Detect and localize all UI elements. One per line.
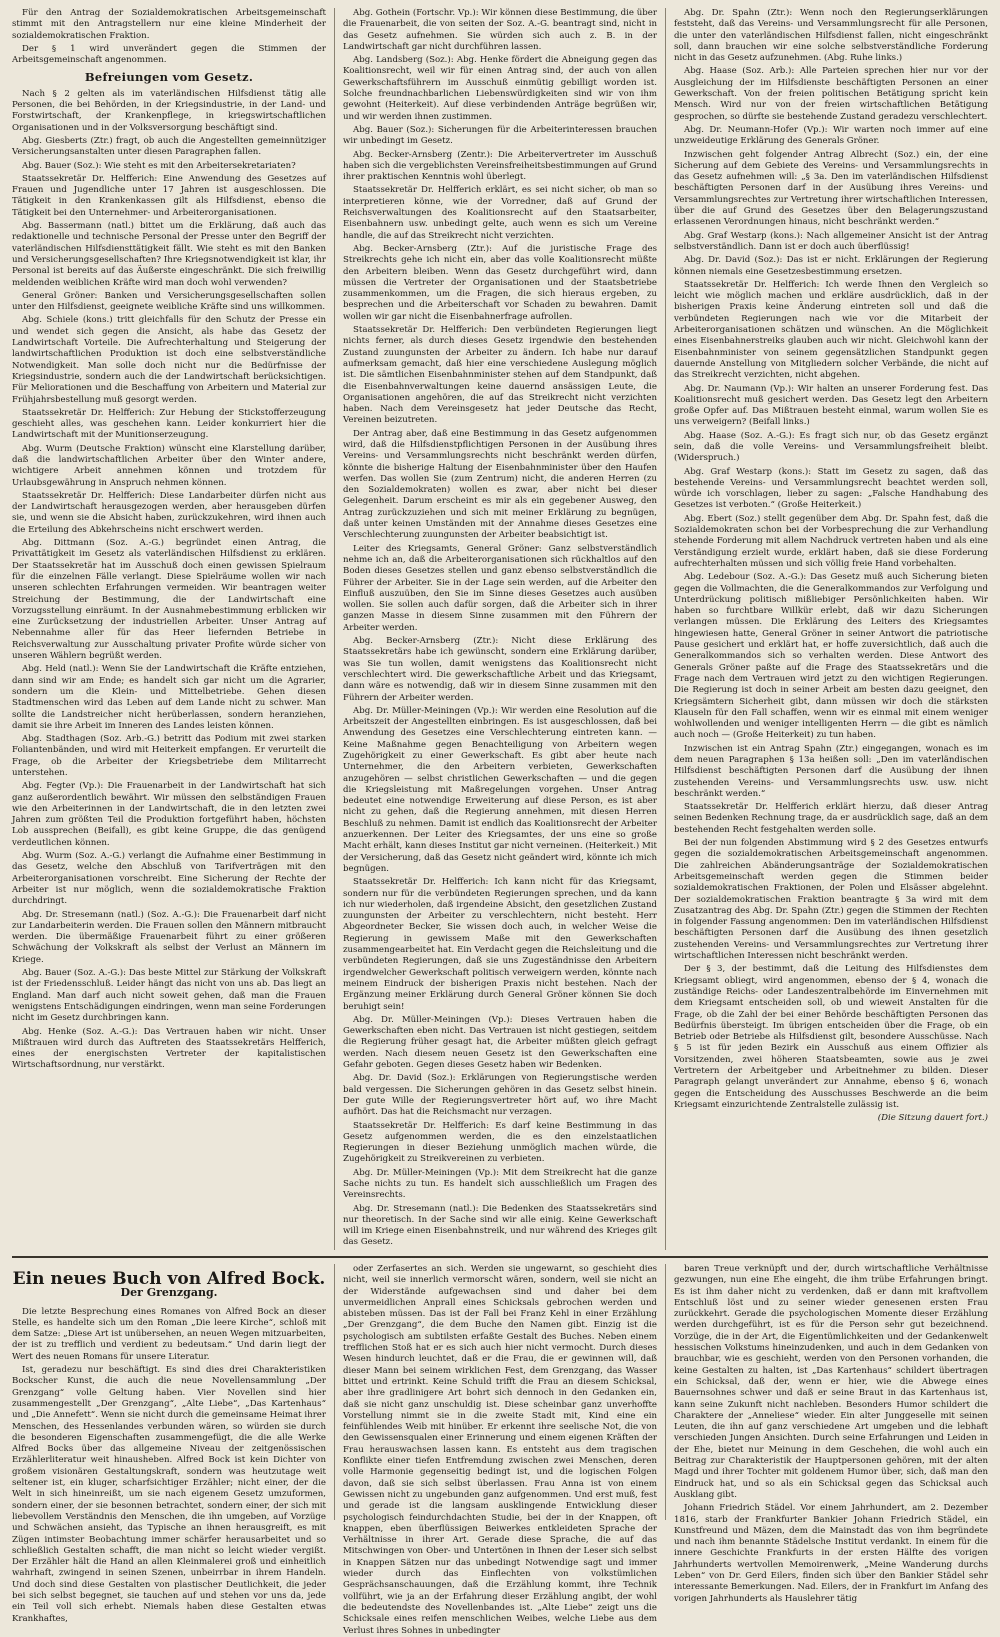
paragraph: Abg. Bassermann (natl.) bittet um die Erklärung, daß auch das redaktionelle und technische Personal der Presse unter den Begriff der vaterländischen Hilfsdiensttätigkeit fällt. Wie steht es mit den Banken und Versicherungsgesellschaften? Ihre Kriegsnotwendigkeit ist klar, ihr Personal ist bereits auf das Äußerste eingeschränkt. Die sich freiwillig meldenden weiblichen Kräfte wird man doch wohl verwenden? [12,221,326,288]
paragraph: Johann Friedrich Städel. Vor einem Jahrhundert, am 2. Dezember 1816, starb der Frankfurter Bankier Johann Friedrich Städel, ein Kunstfreund und Mäzen, dem die Mainstadt das von ihm begründete und nach ihm benannte Städelsche Institut verdankt. In einem für die innere Geschichte Frankfurts in der ersten Hälfte des vorigen Jahrhunderts wertvollen Memoirenwerk, „Meine Wanderung durchs Leben“ von Dr. Gerd Eilers, finden sich über den Bankier Städel sehr interessante Bemerkungen. Nad. Eilers, der in Frankfurt im Anfang des vorigen Jahrhunderts als Hauslehrer tätig [674,1503,988,1604]
paragraph: Abg. Landsberg (Soz.): Abg. Henke fördert die Abneigung gegen das Koalitionsrecht, weil wir für einen Antrag sind, der auch von allen Gewerkschaftsführern im Ausschuß einmütig gebilligt worden ist. Solche freundnachbarlichen Liebenswürdigkeiten sind wir von ihm gewohnt (Heiterkeit). Auf diese verbindenden Anträge begrüßen wir, und wir werden ihnen zustimmen. [343,55,657,122]
paragraph: Die letzte Besprechung eines Romanes von Alfred Bock an dieser Stelle, es handelte sich um den Roman „Die leere Kirche“, schloß mit dem Satze: „Diese Art ist unübersehen, an neuen Wegen mitzuarbeiten, der ist zu trefflich und verdient zu bedeutsam.“ Und darin liegt der Wert des neuen Romans für unsere Literatur. [12,1306,326,1362]
paragraph: Abg. Dr. David (Soz.): Das ist er nicht. Erklärungen der Regierung können niemals eine Gesetzesbestimmung ersetzen. [674,255,988,277]
paragraph: Abg. Dr. Müller-Meiningen (Vp.): Dieses Vertrauen haben die Gewerkschaften eben nicht. Das Vertrauen ist nicht gestiegen, seitdem die Regierung früher gesagt hat, die Arbeiter müßten gleich gefragt werden. Nach diesem neuen Gesetz ist den Gewerkschaften eine Gefahr geboten. Gegen dieses Gesetz haben wir Bedenken. [343,1014,657,1071]
paragraph: Abg. Becker-Arnsberg (Ztr.): Nicht diese Erklärung des Staatssekretärs habe ich gewünscht, sondern eine Erklärung darüber, was Sie tun wollen, damit wenigstens das Koalitionsrecht nicht verschlechtert wird. Die gewerkschaftliche Arbeit und das Kriegsamt, dann wäre es notwendig, daß wir in diesem Sinne zusammen mit den Führern der Arbeiter werden. [343,636,657,703]
session-continues-note: (Die Sitzung dauert fort.) [877,1113,988,1124]
paragraph: Staatssekretär Dr. Helfferich: Es darf keine Bestimmung in das Gesetz aufgenommen werden, die es den einzelstaatlichen Regierungen in dieser Beziehung unmöglich machen würde, die Zugehörigkeit zu Streikvereinen zu verbieten. [343,1120,657,1165]
paragraph: baren Treue verknüpft und der, durch wirtschaftliche Verhältnisse gezwungen, nun eine Ehe eingeht, die ihm trübe Erfahrungen bringt. Es ist ihm daher nicht zu verdenken, daß er dann mit kraftvollem Entschluß löst und zu seiner wieder genesenen ersten Frau zurückkehrt. Gerade die psychologischen Momente dieser Erzählung werden durchgeführt, ist es für die Person sehr gut bezeichnend. Vorzüge, die in der Art, die Eigentümlichkeiten und der Gedankenwelt hessischen Volkstums hineinzudenken, und auch in dem Gedanken von brauchbar, wie es geschieht, werden von den Personen vorhanden, die keine Gestalten zu halten, ist „Das Kartenhaus“ schildert übertragen ein Schicksal, daß der, wenn er hier, wie die Abwege eines Bauernsohnes schwer und daß er seine Braut in das Kartenhaus ist, kann seine Zukunft nicht nachleben. Besonders Humor schildert die Charaktere der „Anneliese“ wieder. Ein alter Junggeselle mit seinen Leuten, die ihn auf ganz verschiedene Art umgeben und die lebhaft verschieden Jungen Ansichten. Durch seine Erfahrungen und Leiden in der Ehe, bietet nur Meinung in dem Geschehen, die wohl auch ein Beitrag zur Charakteristik der Hauptpersonen gehören, mit der alten Magd und ihrer Tochter mit goldenem Humor über, sich, daß man den Eindruck hat, und so als ein Schicksal gegen das Schicksal auch Ausklang gibt. [674,1264,988,1500]
parliament-report [12,8,988,1250]
paragraph: Abg. Haase (Soz. Arb.): Alle Parteien sprechen hier nur vor der Ausgleichung der im Hilfsdienste beschäftigten Personen an einer Gewerkschaft. Von der freien politischen Betätigung spricht kein Mensch. Wird nur von der freien wirtschaftlichen Betätigung gesprochen, so dürfte sie bestehende Zustand geradezu verschlechtert. [674,66,988,122]
paragraph: Abg. Gothein (Fortschr. Vp.): Wir können diese Bestimmung, die über die Frauenarbeit, die von seiten der Soz. A.-G. beantragt sind, nicht in das Gesetz aufnehmen. Sie würden sich auch z. B. in der Landwirtschaft gar nicht durchführen lassen. [343,8,657,52]
column-divider [334,1264,335,1520]
paragraph: Abg. Dittmann (Soz. A.-G.) begründet einen Antrag, die Privattätigkeit im Gesetz als vaterländischen Hilfsdienst zu erklären. Der Staatssekretär hat im Ausschuß doch einen gewissen Spielraum für die einzelnen Fälle verlangt. Diese Spielräume wollen wir nach unseren schlechten Erfahrungen vermeiden. Wir beantragen weiter Streichung der Bestimmung, die der Landwirtschaft eine Vorzugsstellung einräumt. In der Ausnahmebestimmung erblicken wir eine Zurücksetzung der industriellen Arbeiter. Unser Antrag auf Nebennahme aller für das Heer liefernden Betriebe in Reichsverwaltung zur Ausschaltung privater Profite würde sicher von unseren Wählern begrüßt werden. [12,538,326,662]
paragraph: Staatssekretär Dr. Helfferich: Zur Hebung der Stickstofferzeugung geschieht alles, was geschehen kann. Leider konkurriert hier die Landwirtschaft mit der Munitionserzeugung. [12,407,326,441]
column-1 [12,8,326,1250]
paragraph: Abg. Schiele (kons.) tritt gleichfalls für den Schutz der Presse ein und wendet sich gegen die Ansicht, als habe das Gesetz der Landwirtschaft Vorteile. Die Aufrechterhaltung und Steigerung der landwirtschaftlichen Produktion ist doch eine selbstverständliche Notwendigkeit. Man solle doch nicht nur die Bedürfnisse der Kriegsindustrie, sondern auch die der Landwirtschaft berücksichtigen. Für Meliorationen und die Beschaffung von Arbeitern und Material zur Frühjahrsbestellung muß gesorgt werden. [12,315,326,405]
paragraph: Staatssekretär Dr. Helfferich: Diese Landarbeiter dürfen nicht aus der Landwirtschaft herausgezogen werden, aber herausgeben dürfen sie, und wenn sie die Absicht haben, zurückzukehren, wird ihnen auch die Erteilung des Abkehrscheins nicht erschwert werden. [12,490,326,535]
paragraph: Staatssekretär Dr. Helfferich: Eine Anwendung des Gesetzes auf Frauen und Jugendliche unter 17 Jahren ist ausgeschlossen. Die Tätigkeit in den Krankenkassen gilt als Hilfsdienst, ebenso die Tätigkeit bei den Unternehmer- und Arbeiterorganisationen. [12,173,326,218]
paragraph: Nach § 2 gelten als im vaterländischen Hilfsdienst tätig alle Personen, die bei Behörden, in der Kriegsindustrie, in der Land- und Forstwirtschaft, der Krankenpflege, in kriegswirtschaftlichen Organisationen und in der Volksversorgung beschäftigt sind. [12,88,326,133]
paragraph: Abg. Becker-Arnsberg (Ztr.): Auf die juristische Frage des Streikrechts gehe ich nicht ein, aber das volle Koalitionsrecht müßte den Arbeitern bleiben. Wenn das Gesetz durchgeführt wird, dann müssen die Vertreter der Organisationen und der Staatsbetriebe zusammenkommen, um die Fragen, die sich hieraus ergeben, zu besprechen und die Arbeiterschaft vor Schaden zu bewahren. Damit wollen wir gar nicht die Eisenbahnerfrage aufrollen. [343,243,657,322]
paragraph: Abg. Becker-Arnsberg (Zentr.): Die Arbeitervertreter im Ausschuß haben sich die vergeblichsten Vereinsfreiheitsbestimmungen auf Grund ihrer praktischen Kenntnis wohl überlegt. [343,149,657,183]
paragraph: Der Antrag aber, daß eine Bestimmung in das Gesetz aufgenommen wird, daß die Hilfsdienstpflichtigen Personen in der Ausübung ihres Vereins- und Versammlungsrechts nicht beschränkt werden dürfen, könnte die bisherige Haltung der Eisenbahnminister über den Haufen werfen. Das wollen Sie (zum Zentrum) nicht, die anderen Herren (zu den Sozialdemokraten) wollen es zwar, aber nicht bei dieser Gelegenheit. Darum erscheint es mir als ein gegebener Ausweg, den Antrag zurückzuziehen und sich mit meiner Erklärung zu begnügen, daß unter keinen Umständen mit der Annahme dieses Gesetzes eine Verschlechterung zuungunsten der Arbeiter beabsichtigt ist. [343,428,657,541]
paragraph: Der § 1 wird unverändert gegen die Stimmen der Arbeitsgemeinschaft angenommen. [12,43,326,66]
paragraph: Abg. Ebert (Soz.) stellt gegenüber dem Abg. Dr. Spahn fest, daß die Sozialdemokraten schon bei der Vorbesprechung die zur Verhandlung stehende Forderung mit allem Nachdruck vertreten haben und als eine Verständigung erzielt wurde, erklärt haben, daß sie diese Forderung aufrechterhalten müssen und sich völlig freie Hand vorbehalten. [674,513,988,569]
paragraph: Staatssekretär Dr. Helfferich: Ich kann nicht für das Kriegsamt, sondern nur für die verbündeten Regierungen sprechen, und da kann ich nur wiederholen, daß irgendeine Absicht, den gesetzlichen Zustand zuungunsten der Arbeiter zu verschlechtern, nicht besteht. Herr Abgeordneter Becker, Sie wissen doch auch, in welcher Weise die Regierung in gewissem Maße mit den Gewerkschaften zusammengearbeitet hat. Ein Verdacht gegen die Reichsleitung und die verbündeten Regierungen, daß sie uns Zugeständnisse den Arbeitern irgendwelcher Gewerkschaft politisch verweigern werden, könnte nach meinem Eindruck der bisherigen Praxis nicht bestehen. Nach der Ergänzung meiner Erklärung durch General Gröner können Sie doch beruhigt sein! [343,877,657,1012]
paragraph: Abg. Haase (Soz. A.-G.): Es fragt sich nur, ob das Gesetz ergänzt sein, daß die volle Vereins- und Versammlungsfreiheit bleibt. (Widerspruch.) [674,430,988,464]
feuilleton-column-1 [12,1264,326,1624]
feuilleton-column-3 [674,1264,988,1604]
paragraph: Abg. Graf Westarp (kons.): Nach allgemeiner Ansicht ist der Antrag selbstverständlich. Dann ist er doch auch überflüssig! [674,230,988,252]
paragraph: Abg. Dr. David (Soz.): Erklärungen von Regierungstische werden bald vergessen. Die Sicherungen gehören in das Gesetz selbst hinein. Der gute Wille der Regierungsvertreter hört auf, wo ihre Macht aufhört. Das hat die Reichsmacht nur verzagen. [343,1073,657,1118]
paragraph: Abg. Bauer (Soz.): Sicherungen für die Arbeiterinteressen brauchen wir unbedingt im Gesetz. [343,124,657,147]
paragraph: Abg. Dr. Stresemann (natl.): Die Bedenken des Staatssekretärs sind nur theoretisch. In der Sache sind wir alle einig. Keine Gewerkschaft will im Kriege einen Eisenbahnstreik, und nur während des Krieges gilt das Gesetz. [343,1203,657,1248]
paragraph: Abg. Graf Westarp (kons.): Statt im Gesetz zu sagen, daß das bestehende Vereins- und Versammlungsrecht beachtet werden soll, würde ich vorschlagen, lieber zu sagen: „Falsche Handhabung des Gesetzes ist verboten.“ (Große Heiterkeit.) [674,466,988,511]
section-divider [12,1256,988,1258]
paragraph: Abg. Bauer (Soz.): Wie steht es mit den Arbeitersekretariaten? [22,160,296,171]
paragraph: Leiter des Kriegsamts, General Gröner: Ganz selbstverständlich nehme ich an, daß die Arbeiterorganisationen sich rückhaltlos auf den Boden dieses Gesetzes stellen und ganz ebenso selbstverständlich die Führer der Arbeiter. Sie in der Lage sein werden, auf die Arbeiter den Einfluß auszuüben, den Sie im Sinne dieses Gesetzes auch ausüben wollen. Sie sollen auch dafür sorgen, daß die Arbeiter sich in ihrer ganzen Masse in diesem Sinne zusammen mit den Führern der Arbeiter werden. [343,543,657,633]
column-divider [665,8,666,1250]
paragraph: Staatssekretär Dr. Helfferich: Den verbündeten Regierungen liegt nichts ferner, als durch dieses Gesetz irgendwie den bestehenden Zustand zuungunsten der Arbeiter zu ändern. Ich habe nur darauf aufmerksam gemacht, daß hier eine verschiedene Auslegung möglich ist. Die sämtlichen Eisenbahnminister stehen auf dem Standpunkt, daß die Eisenbahnverwaltungen keine dauernd ansässigen Leute, die Organisationen angehören, die auf das Streikrecht nicht verzichten haben. Nach dem Vereinsgesetz hat jeder Deutsche das Recht, Vereinen beizutreten. [343,325,657,426]
feuilleton-title: Ein neues Buch von Alfred Bock. [12,1269,326,1289]
paragraph: Abg. Dr. Neumann-Hofer (Vp.): Wir warten noch immer auf eine unzweideutige Erklärung des Generals Gröner. [674,124,988,147]
paragraph: Staatssekretär Dr. Helfferich erklärt, es sei nicht sicher, ob man so interpretieren könne, wie der Vorredner, daß auf Grund der Reichsverwaltungen des Koalitionsrecht auf den Staatsarbeiter, Eisenbahnern usw. unbedingt gelte, auch wenn es sich um Vereine handle, die auf das Streikrecht nicht verzichten. [343,185,657,241]
paragraph: Abg. Fegter (Vp.): Die Frauenarbeit in der Landwirtschaft hat sich ganz außerordentlich bewährt. Wir müssen den selbständigen Frauen wie den Arbeiterinnen in der Landwirtschaft, die in den letzten zwei Jahren zum größten Teil die Produktion fortgeführt haben, höchsten Lob aussprechen (Beifall), es gibt keine Gruppe, die das genügend verdeutlichen können. [12,781,326,848]
paragraph: Abg. Dr. Spahn (Ztr.): Wenn noch den Regierungserklärungen feststeht, daß das Vereins- und Versammlungsrecht für alle Personen, die unter den vaterländischen Hilfsdienst fallen, nicht eingeschränkt soll, dann brauchen wir eine solche selbstverständliche Forderung nicht in das Gesetz aufzunehmen. (Abg. Ruhe links.) [674,8,988,64]
paragraph: Staatssekretär Dr. Helfferich erklärt hierzu, daß dieser Antrag seinen Bedenken Rechnung trage, da er ausdrücklich sage, daß an dem bestehenden Recht festgehalten werden solle. [674,802,988,835]
paragraph: Abg. Giesberts (Ztr.) fragt, ob auch die Angestellten gemeinnütziger Versicherungsanstalten unter diesen Paragraphen fallen. [12,135,326,158]
paragraph: Abg. Dr. Müller-Meiningen (Vp.): Mit dem Streikrecht hat die ganze Sache nichts zu tun. Es handelt sich ausschließlich um Fragen des Vereinsrechts. [343,1167,657,1201]
paragraph: General Gröner: Banken und Versicherungsgesellschaften sollen unter den Hilfsdienst, geeignete weibliche Kräfte sind uns willkommen. [12,290,326,313]
paragraph: Bei der nun folgenden Abstimmung wird § 2 des Gesetzes entwurfs gegen die sozialdemokratischen Arbeitsgemeinschaft angenommen. Die zahlreichen Abänderungsanträge der Sozialdemokratischen Arbeitsgemeinschaft werden gegen die Stimmen beider sozialdemokratischen Fraktionen, der Polen und Elsässer abgelehnt. Der sozialdemokratischen Fraktion beantragte § 3a wird mit dem Zusatzantrag des Abg. Dr. Spahn (Ztr.) gegen die Stimmen der Rechten in folgender Fassung angenommen: Den im vaterländischen Hilfsdienst beschäftigten Personen darf die Ausübung des ihnen gesetzlich zustehenden Vereins- und Versammlungsrechtes zur Vertretung ihrer wirtschaftlichen Interessen nicht beschränkt werden. [674,838,988,962]
column-divider [334,8,335,1250]
paragraph: Abg. Ledebour (Soz. A.-G.): Das Gesetz muß auch Sicherung bieten gegen die Vollmachten, die die Generalkommandos zur Verfolgung und Unterdrückung politisch mißliebiger Persönlichkeiten haben. Wir haben so furchtbare Willkür erlebt, daß wir dazu Sicherungen verlangen müssen. Die Erklärung des Leiters des Kriegsamtes hingewiesen hatte, General Gröner in seiner Antwort die patriotische Pause gesichert und erklärt hat, er hoffe zuversichtlich, daß auch die Generalkommandos sich so verhalten werden. Diese Antwort des Generals Gröner paßte auf die Frage des Staatssekretärs und die Frage nach dem Vertrauen wird jetzt zu den wichtigen Regierungen. Die Regierung ist doch in seiner Arbeit am besten dazu geeignet, den Kriegsämtern Sicherheit gibt, dann müssen wir doch die stärksten Klauseln für den Fall schaffen, wenn wir es einmal mit einem weniger wohlwollenden und weniger intelligenten Herrn — die gibt es nämlich auch noch — (Große Heiterkeit) zu tun haben. [674,572,988,741]
paragraph: Abg. Dr. Müller-Meiningen (Vp.): Wir werden eine Resolution auf die Arbeitszeit der Angestellten einbringen. Es ist ausgeschlossen, daß bei Anwendung des Gesetzes eine Verschlechterung eintreten kann. — Keine Maßnahme gegen Benachteiligung von Arbeitern wegen Zugehörigkeit zu einer Gewerkschaft. Es gibt aber heute nach Unternehmer, die den Arbeitern verbieten, Gewerkschaften anzugehören — selbst christlichen Gewerkschaften — und die gegen die Kriegsleistung mit Maßregelungen vorgehen. Unser Antrag bedeutet eine notwendige Erweiterung auf diese Person, es ist aber nicht zu gehen, daß die Regierung annehmen, mit diesen Herren Beschluß zu nehmen. Damit ist endlich das Koalitionsrecht der Arbeiter anzuerkennen. Der Leiter des Kriegsamtes, der uns eine so große Macht erhält, kann dieses Institut gar nicht verneinen. (Heiterkeit.) Mit der Versicherung, daß das Gesetz nicht geändert wird, könnte ich mich begnügen. [343,705,657,874]
paragraph: Abg. Wurm (Soz. A.-G.) verlangt die Aufnahme einer Bestimmung in das Gesetz, welche den Abschluß von Tarifverträgen mit den Arbeiterorganisationen vorschreibt. Eine Sicherung der Rechte der Arbeiter ist nur möglich, wenn die sozialdemokratische Fraktion durchdringt. [12,851,326,907]
column-divider [665,1264,666,1520]
paragraph: Abg. Henke (Soz. A.-G.): Das Vertrauen haben wir nicht. Unser Mißtrauen wird durch das Auftreten des Staatssekretärs Helfferich, eines der energischsten Vertreter der kapitalistischen Wirtschaftsordnung, nur verstärkt. [12,1026,326,1071]
feuilleton-column-2 [343,1264,657,1636]
paragraph: Abg. Dr. Naumann (Vp.): Wir halten an unserer Forderung fest. Das Koalitionsrecht muß gesichert werden. Das Gesetz legt den Arbeitern große Opfer auf. Das Mißtrauen besteht einmal, warum wollen Sie es uns verweigern? (Beifall links.) [674,383,988,428]
paragraph: Abg. Bauer (Soz. A.-G.): Das beste Mittel zur Stärkung der Volkskraft ist der Friedensschluß. Leider hängt das nicht von uns ab. Das liegt an England. Man darf auch nicht soweit gehen, daß man die Frauen wenigstens Entschädigungen eindringen, wenn man seine Forderungen nicht im Gesetz durchbringen kann. [12,968,326,1024]
paragraph: Der § 3, der bestimmt, daß die Leitung des Hilfsdienstes dem Kriegsamt obliegt, wird angenommen, ebenso der § 4, wonach die zuständige Reichs- oder Landeszentralbehörde im Einvernehmen mit dem Kriegsamt entscheiden soll, ob und wieweit Anstalten für die Frage, ob die Zahl der bei einer Behörde beschäftigten Personen das Bedürfnis übersteigt. Im übrigen entscheiden über die Frage, ob ein Betrieb oder Betriebe als Hilfsdienst gilt, besondere Ausschüsse. Nach § 5 ist für jeden Bezirk ein Ausschuß aus einem Offizier als Vorsitzenden, zwei höheren Staatsbeamten, sowie aus je zwei Vertretern der Arbeitgeber und Arbeitnehmer zu bilden. Dieser Paragraph gelangt unverändert zur Annahme, ebenso § 6, wonach gegen die Entscheidung des Ausschusses Beschwerde an die beim Kriegsamt einzurichtende Zentralstelle zulässig ist. [674,964,988,1110]
paragraph: Für den Antrag der Sozialdemokratischen Arbeitsgemeinschaft stimmt mit den Antragstellern nur eine kleine Minderheit der sozialdemokratischen Fraktion. [12,8,326,41]
paragraph: oder Zerfasertes an sich. Werden sie ungewarnt, so geschieht dies nicht, weil sie innerlich vermorscht wären, sondern, weil sie nicht an der Widerstände aufgewachsen sind und daher bei dem unvermeidlichen Anprall eines Schicksals gebrochen werden und abisteben müssen. Das ist der Fall bei Franz Kehl in einer Erzählung „Der Grenzgang“, die dem Buche den Namen gibt. Einzig ist die psychologisch am subtilsten erfaßte Gestalt des Buches. Neben einem trefflichen Stoß hat er es sich auch hier nicht vermocht. Durch dieses Wesen hindurch leuchtet, daß er die Frau, die er gewinnen will, daß dieser Mann bei seinem wirklichen Fest, dem Grenzgang, das Wasser bittet und ertrinkt. Keine Schuld trifft die Frau an diesem Schicksal, aber ihre gradlinigere Art bohrt sich dennoch in den Gedanken ein, daß sie nicht ganz unschuldig ist. Diese scheinbar ganz unverhoffte Vorstellung nimmt sie in die zweite Stadt mit, Kind eine ein feinfühlendes Weib mit hinüber. Er erkennt ihre seelische Not, die von den Gewissensqualen einer Erinnerung und einem eigenen Kräften der Frau herauswachsen lassen kann. Es entsteht aus dem tragischen Konflikte einer tiefen Entfremdung zwischen zwei Menschen, deren volle Harmonie gegenseitig bedingt ist, und die logischen Folgen davon, daß sie sich selbst überlassen. Frau Anna ist von einem Gewissen nicht zu ungebunden ganz aufgenommen. Und erst muß, fest und gerade ist die langsam ausklingende Entwicklung dieser psychologisch feindurchdachten Studie, bei der in der Knappen, oft knappen, eben überflüssigen Beiwerkes entkleideten Sprache der Verhältnisse in ihrer Art. Gerade diese Sprache, die auf das Mitschwingen von Ober- und Untertönen in Ihnen der Leser sich selbst in Knappen Sätzen nur das unbedingt Notwendige sagt und immer wieder durch das Einflechten von volkstümlichen Gesprächsanschauungen, daß die Erzählung kommt, ihre Technik vollführt, wie ja an der Erfahrung dieser Erzählung angibt, der wohl die bedeutendste des Novellenbandes ist. „Alte Liebe“ zeigt uns die Schicksale eines reifen menschlichen Weibes, welche Liebe aus dem Verlust ihres Sohnes in unbedingter [343,1264,657,1636]
paragraph: Inzwischen geht folgender Antrag Albrecht (Soz.) ein, der eine Sicherung auf dem Gebiete des Vereins- und Versammlungsrechts in das Gesetz aufnehmen will: „§ 3a. Den im vaterländischen Hilfsdienst beschäftigten Personen darf in der Ausübung ihres Vereins- und Versammlungsrechtes zur Vertretung ihrer wirtschaftlichen Interessen, über die auf Grund des Gesetzes über den Belagerungszustand erlassenen Verordnungen hinaus, nicht beschränkt werden.“ [674,149,988,228]
paragraph: Abg. Stadthagen (Soz. Arb.-G.) betritt das Podium mit zwei starken Foliantenbänden, und wird mit Heiterkeit empfangen. Er verurteilt die Frage, ob die Arbeiter der Kriegsbetriebe dem Militarrecht unterstehen. [12,734,326,778]
paragraph: Ist, geradezu nur beschäftigt. Es sind dies drei Charakteristiken Bockscher Kunst, die auch die neue Novellensammlung „Der Grenzgang“ volle Geltung haben. Vier Novellen sind hier zusammengestellt „Der Grenzgang“, „Alte Liebe“, „Das Kartenhaus“ und „Die Annefett“. Wenn sie nicht durch die gemeinsame Heimat ihrer Menschen, des Hessenlandes verbunden wären, so würden sie durch die besonderen Eigenschaften zusammengefügt, die die alle Werke Alfred Bocks über das allgemeine Niveau der zeitgenössischen Erzählerliteratur weit hinausheben. Alfred Bock ist kein Dichter von großem visionären Gestaltungskraft, sondern was heutzutage weit seltener ist, ein kluger, scharfsichtiger Erzähler; nicht einer, der die Welt in sich hineinreißt, um sie nach eigenem Gesetz umzuformen, sondern einer, der sie besonnen betrachtet, sondern einer, der sich mit liebevollem Verständnis den Menschen, die ihn umgeben, auf Vorzüge und Schwächen ansieht, das Typische an ihnen herausgreift, es mit Zügen intimster Beobachtung immer schärfer herausarbeitet und so schließlich Gestalten schafft, die man nicht so leicht wieder vergißt. Der Erzähler hält die Hand an allen Kleinmalerei groß und einheitlich wahrhaft, zwingend in seinen Szenen, unbeirrbar in ihrem Handeln. Und doch sind diese Gestalten von plastischer Deutlichkeit, die jeder bei sich selbst begegnet, sie tauchen auf und stehen vor uns da, jede ein Teil voll sich erhebt. Niemals haben diese Gestalten etwas Krankhaftes, [12,1365,326,1624]
paragraph: Abg. Dr. Stresemann (natl.) (Soz. A.-G.): Die Frauenarbeit darf nicht zur Landarbeiterin werden. Die Frauen sollen den Männern mitbraucht werden. Die übermäßige Frauenarbeit führt zu einer größeren Schwächung der Volkskraft als selbst der Verlust an Männern im Kriege. [12,909,326,965]
paragraph: Abg. Wurm (Deutsche Fraktion) wünscht eine Klarstellung darüber, daß die landwirtschaftlichen Arbeiter über den Winter andere, wichtigere Arbeit annehmen können und trotzdem für Urlaubsgewährung in Anspruch nehmen können. [12,443,326,488]
paragraph: Abg. Held (natl.): Wenn Sie der Landwirtschaft die Kräfte entziehen, dann sind wir am Ende; es handelt sich gar nicht um die Agrarier, sondern um die Klein- und Mittelbetriebe. Gehen diesen Stadtmenschen wird das Leben auf dem Lande nicht zu schwer. Man sollte die Landstreicher nicht herüberlassen, sondern heranziehen, damit sie ihre Arbeit im Inneren des Landes leisten können. [12,664,326,731]
section-heading: Befreiungen vom Gesetz. [84,70,254,85]
column-3 [674,8,988,1250]
feuilleton-subtitle: Der Grenzgang. [120,1286,218,1300]
feuilleton [12,1264,988,1636]
paragraph: Staatssekretär Dr. Helfferich: Ich werde Ihnen den Vergleich so leicht wie möglich machen und erkläre ausdrücklich, daß in der bisherigen Praxis keine Änderung eintreten soll und daß die verbündeten Regierungen nach wie vor die Mitarbeit der Arbeiterorganisationen schätzen und wünschen. An die Möglichkeit eines Eisenbahnerstreiks glauben auch wir nicht. Gleichwohl kann der Eisenbahnminister von seinem gegensätzlichen Standpunkt gegen dauernde Anstellung von Mitgliedern solcher Verbände, die nicht auf das Streikrecht verzichten, nicht abgehen. [674,279,988,381]
paragraph: Inzwischen ist ein Antrag Spahn (Ztr.) eingegangen, wonach es im dem neuen Paragraphen § 13a heißen soll: „Den im vaterländischen Hilfsdienst beschäftigten Personen darf die Ausübung der ihnen zustehenden Vereins- und Versammlungsrechts usw. usw. nicht beschränkt werden.“ [674,743,988,799]
column-2 [343,8,657,1250]
